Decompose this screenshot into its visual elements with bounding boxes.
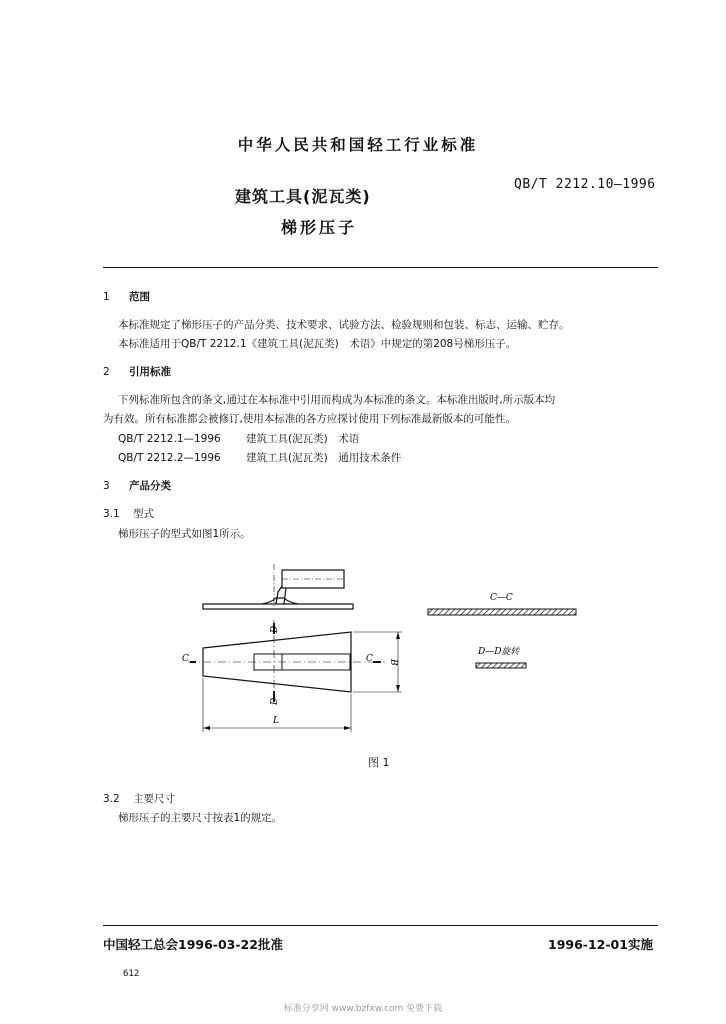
footer-rule xyxy=(103,925,658,926)
label-b: B xyxy=(388,659,398,666)
section-3-2-heading: 3.2 主要尺寸 xyxy=(103,793,175,805)
label-d-top: D xyxy=(270,625,280,633)
approval-info: 中国轻工总会1996-03-22批准 xyxy=(103,937,283,952)
section-3-heading: 3 产品分类 xyxy=(103,480,171,492)
site-watermark: 标准分享网 www.bzfxw.com 免费下载 xyxy=(283,1004,443,1014)
figure-1-drawing xyxy=(170,560,590,740)
section-1-heading: 1 范围 xyxy=(103,291,150,303)
document-title-line1: 建筑工具(泥瓦类) xyxy=(235,187,371,206)
reference-1: QB/T 2212.1—1996 建筑工具(泥瓦类) 术语 xyxy=(118,433,360,445)
standard-number: QB/T 2212.10—1996 xyxy=(514,177,656,192)
section-3-1-text: 梯形压子的型式如图1所示。 xyxy=(118,528,251,540)
header-rule xyxy=(103,267,658,268)
section-3-1-heading: 3.1 型式 xyxy=(103,508,154,520)
section-3-2-text: 梯形压子的主要尺寸按表1的规定。 xyxy=(118,812,283,824)
label-l: L xyxy=(273,716,279,726)
label-section-cc: C—C xyxy=(490,593,513,603)
side-view xyxy=(203,564,353,609)
label-d-bottom: D xyxy=(270,697,280,705)
label-section-dd: D—D旋转 xyxy=(478,647,520,657)
document-title-line2: 梯形压子 xyxy=(281,218,358,237)
section-2-paragraph-line2: 为有效。所有标准都会被修订,使用本标准的各方应探讨使用下列标准最新版本的可能性。 xyxy=(103,413,516,425)
section-1-paragraph-1: 本标准规定了梯形压子的产品分类、技术要求、试验方法、检验规则和包装、标志、运输、贮存。 xyxy=(118,319,570,331)
reference-2: QB/T 2212.2—1996 建筑工具(泥瓦类) 通用技术条件 xyxy=(118,452,402,464)
agency-standard-header: 中华人民共和国轻工行业标准 xyxy=(237,136,479,154)
figure-caption: 图 1 xyxy=(368,756,390,769)
page-number: 612 xyxy=(123,969,140,979)
section-2-heading: 2 引用标准 xyxy=(103,366,171,378)
label-c-right: C xyxy=(366,654,373,664)
section-2-paragraph-line1: 下列标准所包含的条文,通过在本标准中引用而构成为本标准的条文。本标准出版时,所示版本均 xyxy=(118,394,556,406)
top-view xyxy=(188,620,402,732)
section-c-c xyxy=(428,609,576,615)
section-d-d xyxy=(476,663,526,668)
section-1-paragraph-2: 本标准适用于QB/T 2212.1《建筑工具(泥瓦类) 术语》中规定的第208号梯形压子。 xyxy=(118,338,517,350)
effective-date: 1996-12-01实施 xyxy=(548,937,653,952)
label-c-left: C xyxy=(182,654,189,664)
